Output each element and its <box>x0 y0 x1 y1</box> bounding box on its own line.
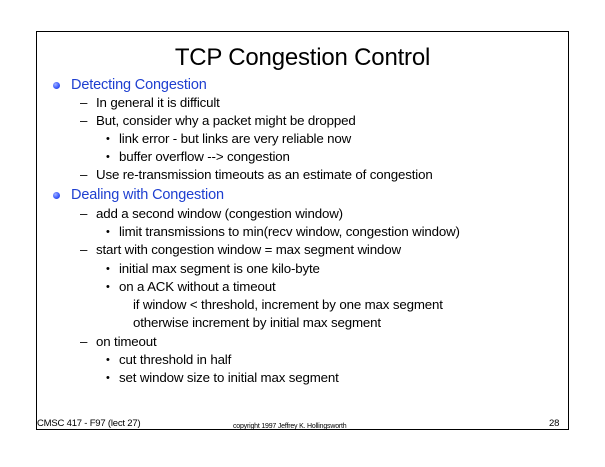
list-item: initial max segment is one kilo-byte <box>119 261 320 276</box>
heading-dealing-with-congestion: Dealing with Congestion <box>71 187 224 203</box>
list-item: limit transmissions to min(recv window, congestion window) <box>119 224 460 239</box>
footer-course: CMSC 417 - F97 (lect 27) <box>37 418 141 429</box>
list-item: Use re-transmission timeouts as an estimate of congestion <box>96 167 433 182</box>
heading-detecting-congestion: Detecting Congestion <box>71 77 207 93</box>
bullet-dot-icon <box>53 192 60 199</box>
bullet-marker: • <box>106 372 110 384</box>
list-item: if window < threshold, increment by one max segment <box>133 297 443 312</box>
footer-copyright: copyright 1997 Jeffrey K. Hollingsworth <box>233 423 347 430</box>
list-item: In general it is difficult <box>96 95 220 110</box>
list-item: buffer overflow --> congestion <box>119 149 290 164</box>
bullet-dot-icon <box>53 82 60 89</box>
list-item: But, consider why a packet might be dropped <box>96 113 356 128</box>
bullet-marker: • <box>106 226 110 238</box>
list-item: otherwise increment by initial max segment <box>133 315 381 330</box>
dash-marker: – <box>80 95 88 110</box>
list-item: set window size to initial max segment <box>119 370 339 385</box>
bullet-marker: • <box>106 354 110 366</box>
list-item: link error - but links are very reliable now <box>119 131 352 146</box>
bullet-marker: • <box>106 263 110 275</box>
list-item: cut threshold in half <box>119 352 232 367</box>
bullet-marker: • <box>106 133 110 145</box>
bullet-marker: • <box>106 151 110 163</box>
page-number: 28 <box>549 418 560 429</box>
list-item: on timeout <box>96 334 157 349</box>
dash-marker: – <box>80 334 88 349</box>
list-item: start with congestion window = max segment window <box>96 242 401 257</box>
dash-marker: – <box>80 167 88 182</box>
dash-marker: – <box>80 206 88 221</box>
dash-marker: – <box>80 242 88 257</box>
slide-title: TCP Congestion Control <box>174 44 431 71</box>
dash-marker: – <box>80 113 88 128</box>
list-item: on a ACK without a timeout <box>119 279 276 294</box>
list-item: add a second window (congestion window) <box>96 206 343 221</box>
bullet-marker: • <box>106 281 110 293</box>
